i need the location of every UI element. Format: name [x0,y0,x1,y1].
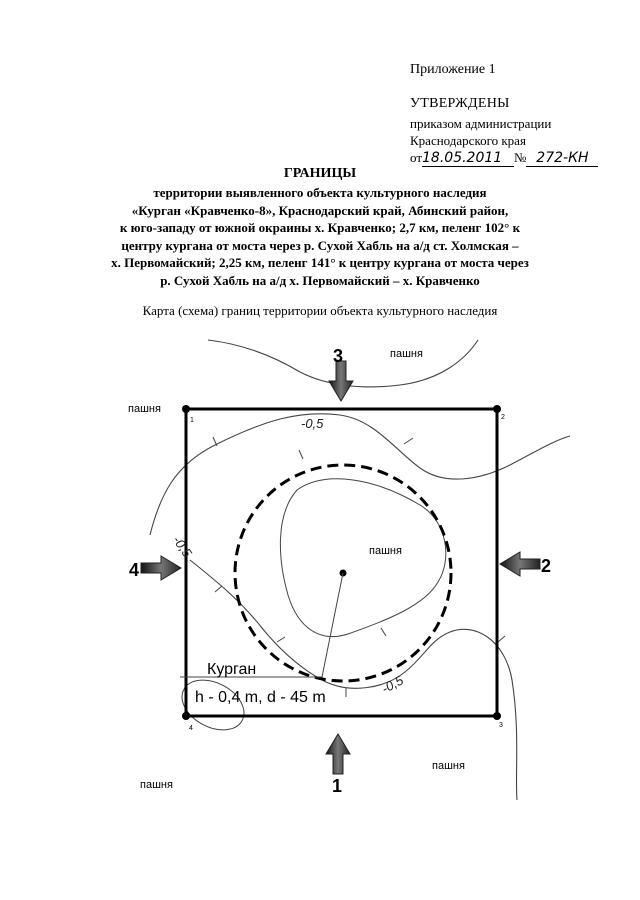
mound-leader-line [180,573,343,677]
contour-line-inner [280,479,445,637]
order-date: 18.05.2011 [422,150,514,167]
map-caption: Карта (схема) границ территории объекта культурного наследия [142,303,498,318]
field-label-left: пашня [128,403,161,415]
corner-label-1: 1 [190,417,194,424]
contour-value-top: -0,5 [301,416,324,431]
view-arrow-3-icon [329,361,353,401]
contour-value-bottom: -0,5 [379,672,406,697]
corner-label-3: 3 [499,722,503,729]
approved-line-1: приказом администрации [410,116,552,131]
contour-line-upper [150,414,570,535]
field-label-bottom-right: пашня [432,760,465,772]
description-line-6: р. Сухой Хабль на а/д х. Первомайский – х. Кравченко [160,272,480,288]
corner-label-4: 4 [189,725,193,732]
mound-dimensions: h - 0,4 m, d - 45 m [195,689,326,706]
date-prefix: от [410,150,423,165]
mound-label: Курган [207,661,257,678]
approved-line-2: Краснодарского края [410,133,526,148]
view-arrow-2-label: 2 [541,556,552,576]
corner-point-4 [182,712,190,720]
corner-point-1 [182,405,190,413]
contour-value-left: -0,5 [169,532,195,560]
view-arrow-1-icon [326,734,350,774]
field-label-bottom-left: пашня [140,779,173,791]
view-arrow-3-label: 3 [333,346,344,366]
description-line-2: «Курган «Кравченко-8», Краснодарский край, Абинский район, [131,202,509,218]
number-sign: № [514,150,527,165]
description-line-4: центру кургана от моста через р. Сухой Хабль на а/д ст. Холмская – [121,237,519,253]
view-arrow-4-icon [141,556,181,580]
corner-point-2 [493,405,501,413]
view-arrow-4-label: 4 [129,560,140,580]
description-line-1: территории выявленного объекта культурного наследия [153,185,487,200]
document-title: ГРАНИЦЫ [283,166,357,181]
contour-ticks [213,437,505,697]
corner-label-2: 2 [501,414,505,421]
order-number: 272-КН [526,150,598,167]
appendix-label: Приложение 1 [410,62,496,77]
field-label-center: пашня [369,545,402,557]
view-arrow-1-label: 1 [332,776,343,796]
corner-point-3 [493,712,501,720]
approved-title: УТВЕРЖДЕНЫ [410,96,510,111]
field-label-top: пашня [390,348,423,360]
description-line-5: х. Первомайский; 2,25 км, пеленг 141° к центру кургана от моста через [111,255,529,270]
description-line-3: к юго-западу от южной окраины х. Кравченко; 2,7 км, пеленг 102° к [119,220,521,235]
view-arrow-2-icon [500,552,540,576]
